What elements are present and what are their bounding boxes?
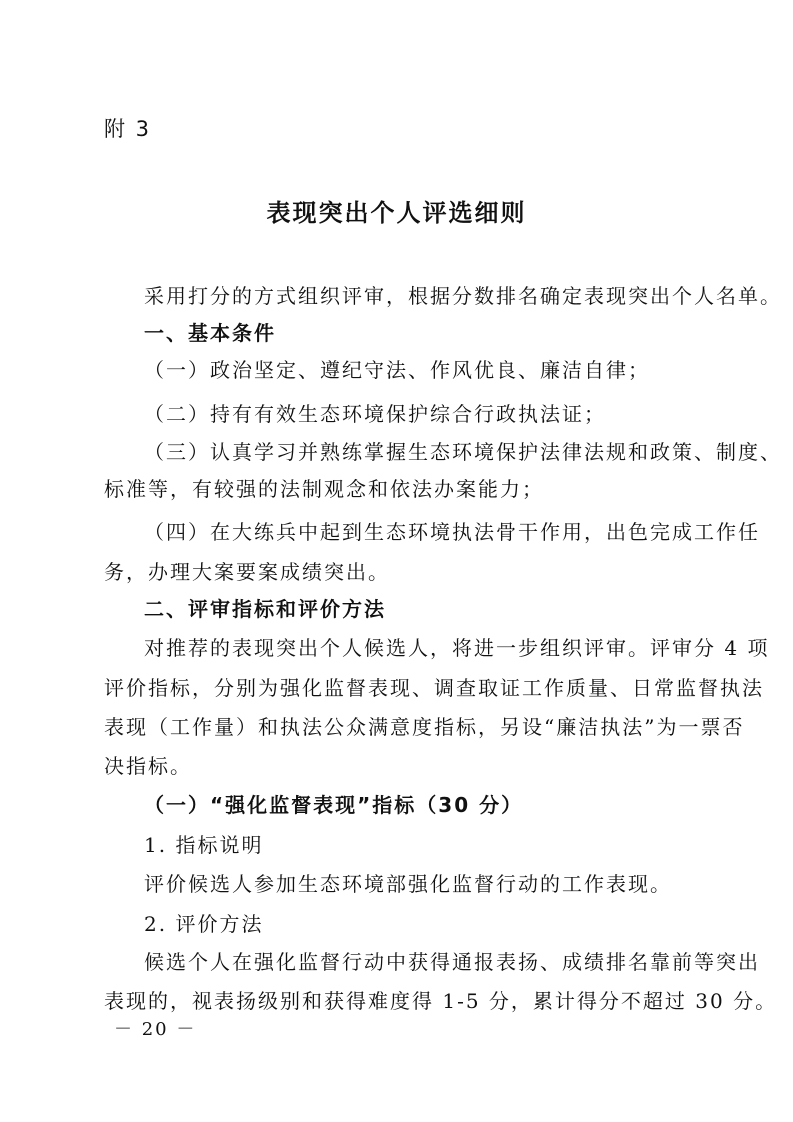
section-2-line-3-text: 表现（工作量）和执法公众满意度指标，另设“廉洁执法”为一票否 — [104, 715, 745, 739]
condition-3-line-1 — [144, 440, 782, 464]
section-1-heading: 一、基本条件 — [144, 321, 276, 345]
intro-text: 采用打分的方式组织评审，根据分数排名确定表现突出个人名单。 — [144, 284, 782, 308]
attachment-label: 附 3 — [104, 117, 152, 141]
section-2-heading: 二、评审指标和评价方法 — [144, 597, 386, 621]
section-2-line-4: 决指标。 — [104, 754, 192, 778]
condition-3-line-2: 标准等，有较强的法制观念和依法办案能力； — [104, 477, 544, 501]
section-2-line-1 — [144, 636, 770, 660]
section-2-line-2 — [104, 676, 764, 700]
document-title: 表现突出个人评选细则 — [266, 199, 527, 227]
evaluation-method-line-1-text: 候选个人在强化监督行动中获得通报表扬、成绩排名靠前等突出 — [144, 950, 760, 974]
evaluation-method-line-1 — [144, 950, 760, 974]
condition-4-line-1-text: （四）在大练兵中起到生态环境执法骨干作用，出色完成工作任 — [144, 520, 760, 544]
evaluation-method-title: 2. 评价方法 — [144, 912, 264, 936]
section-2-line-2-text: 评价指标，分别为强化监督表现、调查取证工作质量、日常监督执法 — [104, 676, 764, 700]
section-2-line-1-text: 对推荐的表现突出个人候选人，将进一步组织评审。评审分 4 项 — [144, 636, 770, 660]
evaluation-method-line-2: 表现的，视表扬级别和获得难度得 1-5 分，累计得分不超过 30 分。 — [104, 989, 778, 1013]
condition-2: （二）持有有效生态环境保护综合行政执法证； — [144, 402, 606, 426]
intro-paragraph — [144, 284, 782, 308]
indicator-description-title: 1. 指标说明 — [144, 833, 264, 857]
condition-3-line-1-text: （三）认真学习并熟练掌握生态环境保护法律法规和政策、制度、 — [144, 440, 782, 464]
section-2-line-3 — [104, 715, 745, 739]
condition-4-line-2: 务，办理大案要案成绩突出。 — [104, 560, 390, 584]
page-number: － 20 － — [114, 1019, 197, 1040]
subsection-1-heading: （一）“强化监督表现”指标（30 分） — [144, 793, 524, 817]
indicator-description-text: 评价候选人参加生态环境部强化监督行动的工作表现。 — [144, 872, 672, 896]
condition-1: （一）政治坚定、遵纪守法、作风优良、廉洁自律； — [144, 358, 650, 382]
condition-4-line-1 — [144, 520, 760, 544]
